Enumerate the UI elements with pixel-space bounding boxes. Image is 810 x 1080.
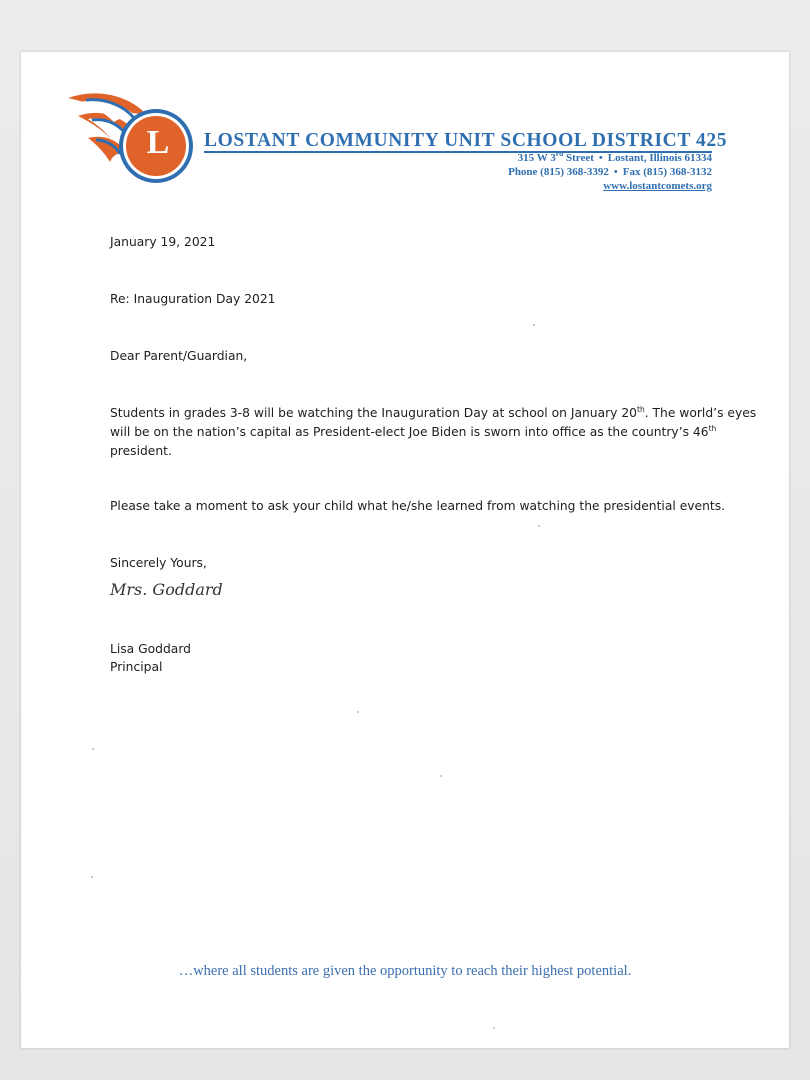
letter-closing: Sincerely Yours, <box>110 556 207 570</box>
paragraph-1-line-2-text: will be on the nation’s capital as President-elect Joe Biden is sworn into office as the country’s 46 <box>110 425 709 439</box>
district-website-link[interactable]: www.lostantcomets.org <box>603 180 712 192</box>
handwritten-signature: Mrs. Goddard <box>110 580 223 599</box>
paragraph-1-line-3: president. <box>110 444 172 458</box>
address-street-end: Street <box>563 152 594 164</box>
scan-speck <box>440 775 442 777</box>
district-contact <box>508 166 712 178</box>
fax-number: Fax (815) 368-3132 <box>622 166 712 178</box>
letter-page <box>21 52 789 1048</box>
address-street: 315 W 3 <box>517 152 556 164</box>
scan-speck <box>533 324 535 326</box>
paragraph-1-line-1-end: . The world’s eyes <box>644 406 757 420</box>
district-logo-icon <box>66 86 196 188</box>
district-tagline: …where all students are given the opportunity to reach their highest potential. <box>178 963 632 979</box>
scan-speck <box>493 1027 495 1029</box>
scan-speck <box>91 876 93 878</box>
scan-speck <box>357 711 359 713</box>
address-city: Lostant, Illinois 61334 <box>607 152 712 164</box>
district-name: LOSTANT COMMUNITY UNIT SCHOOL DISTRICT 425 <box>204 130 728 151</box>
bullet-separator: • <box>598 152 603 164</box>
letter-date: January 19, 2021 <box>110 235 216 249</box>
paragraph-1-line-1 <box>110 404 756 423</box>
scan-speck <box>92 748 94 750</box>
ordinal-suffix: th <box>708 424 717 433</box>
district-address <box>517 149 712 164</box>
phone-number: Phone (815) 368-3392 <box>508 166 609 178</box>
bullet-separator: • <box>613 166 618 178</box>
signer-title: Principal <box>110 660 163 674</box>
paragraph-1-line-2 <box>110 423 716 442</box>
scan-speck <box>538 525 540 527</box>
date-suffix: th <box>637 405 645 414</box>
paragraph-2: Please take a moment to ask your child what he/she learned from watching the presidential events. <box>110 499 726 513</box>
logo-letter: L <box>146 124 170 161</box>
letter-subject: Re: Inauguration Day 2021 <box>110 292 276 306</box>
address-street-suffix: rd <box>555 149 564 158</box>
letter-salutation: Dear Parent/Guardian, <box>110 349 248 363</box>
paragraph-1-line-1-text: Students in grades 3-8 will be watching the Inauguration Day at school on January 20 <box>110 406 637 420</box>
signer-name: Lisa Goddard <box>110 642 191 656</box>
